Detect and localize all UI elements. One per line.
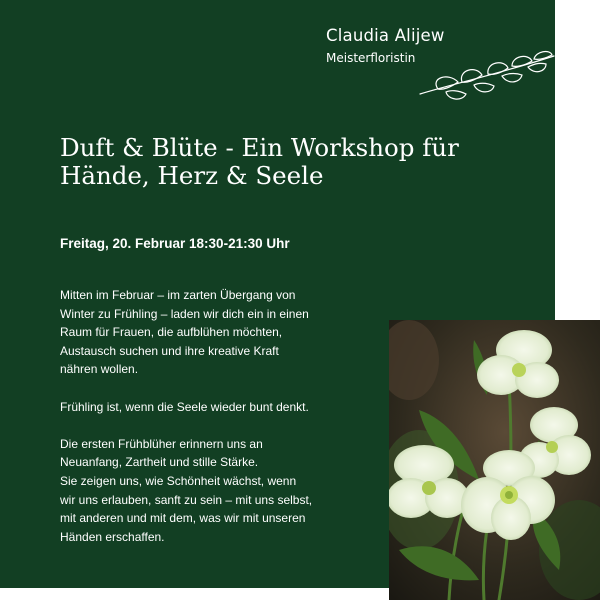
brand-role: Meisterfloristin xyxy=(326,51,416,65)
event-title-line-2: Hände, Herz & Seele xyxy=(60,161,324,190)
paragraph-invitation xyxy=(60,286,380,379)
text-line: Sie zeigen uns, wie Schönheit wächst, wenn xyxy=(60,473,297,488)
text-line: Winter zu Frühling – laden wir dich ein in einen xyxy=(60,306,309,321)
paragraph-spring xyxy=(60,435,380,547)
text-line: Raum für Frauen, die aufblühen möchten, xyxy=(60,325,283,340)
text-line: nähren wollen. xyxy=(60,362,139,377)
hellebore-flower-photo xyxy=(389,320,600,600)
paragraph-motto: Frühling ist, wenn die Seele wieder bunt denkt. xyxy=(60,399,309,414)
event-date: Freitag, 20. Februar 18:30-21:30 Uhr xyxy=(60,236,290,251)
text-line: wir uns erlauben, sanft zu sein – mit uns selbst, xyxy=(60,492,313,507)
text-line: Händen erschaffen. xyxy=(60,529,165,544)
event-title xyxy=(60,134,540,190)
text-line: Austausch suchen und ihre kreative Kraft xyxy=(60,343,279,358)
event-title-line-1: Duft & Blüte - Ein Workshop für xyxy=(60,133,459,162)
text-line: mit anderen und mit dem, was wir mit unseren xyxy=(60,511,306,526)
text-line: Die ersten Frühblüher erinnern uns an xyxy=(60,436,263,451)
event-description xyxy=(60,286,380,546)
olive-branch-icon xyxy=(418,48,556,104)
text-line: Mitten im Februar – im zarten Übergang von xyxy=(60,288,296,302)
text-line: Neuanfang, Zartheit und stille Stärke. xyxy=(60,455,259,470)
brand-name: Claudia Alijew xyxy=(326,26,445,45)
